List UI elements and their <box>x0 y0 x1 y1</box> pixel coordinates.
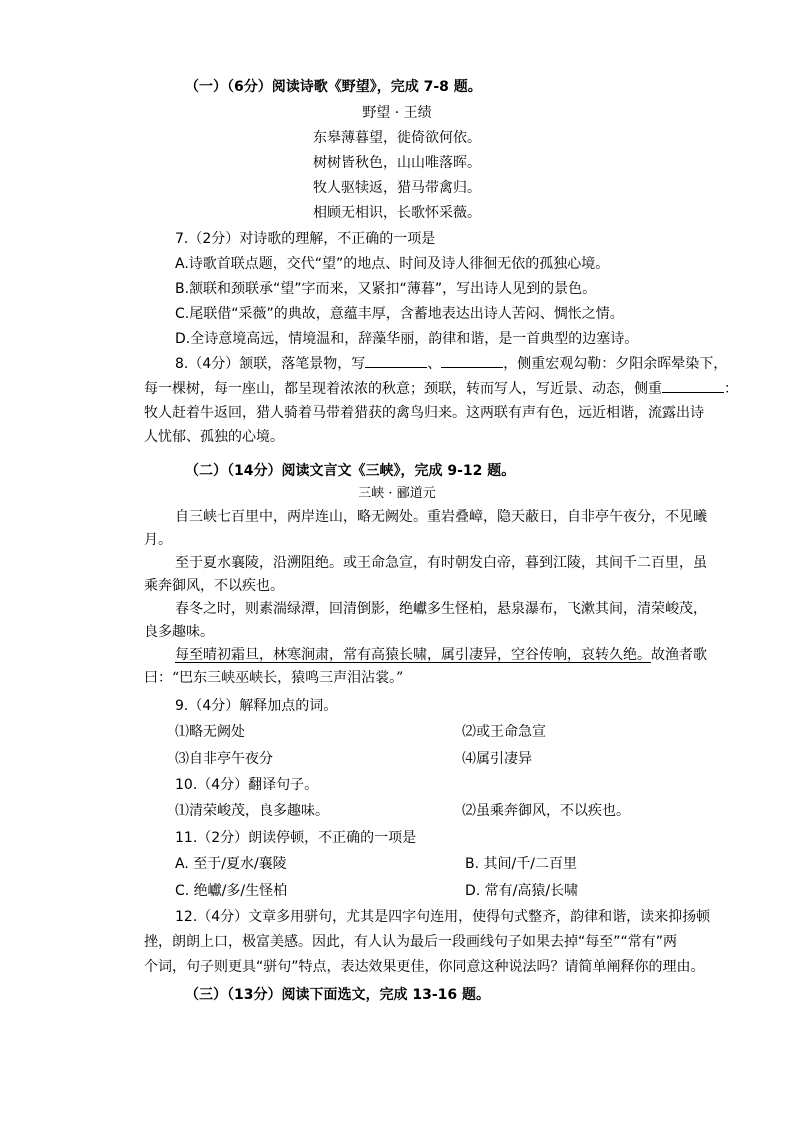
prose-p4-rest: 故渔者歌 <box>651 647 707 663</box>
q7-option-c: C.尾联借“采薇”的典故，意蕴丰厚，含蓄地表达出诗人苦闷、惆怅之情。 <box>175 306 624 322</box>
prose-p1-line-1: 自三峡七百里中，两岸连山，略无阙处。重岩叠嶂，隐天蔽日，自非亭午夜分，不见曦 <box>175 509 707 525</box>
section1-heading: （一）（6分）阅读诗歌《野望》，完成 7-8 题。 <box>185 79 482 95</box>
question-10: 10.（4分）翻译句子。 <box>175 777 319 793</box>
q9-items-row-1 <box>175 722 735 742</box>
prose-p2-line-2: 乘奔御风，不以疾也。 <box>144 578 284 594</box>
poem-line-1: 东皋薄暮望，徙倚欲何依。 <box>313 130 481 146</box>
question-8-line-4: 人忧郁、孤独的心境。 <box>144 429 284 445</box>
q7-option-d: D.全诗意境高远，情境温和，辞藻华丽，韵律和谐，是一首典型的边塞诗。 <box>175 331 639 347</box>
q10-items <box>175 801 735 821</box>
q11-options-row-2 <box>175 881 755 901</box>
q9-item-4: ⑷属引凄异 <box>462 751 532 767</box>
question-12-line-1: 12.（4分）文章多用骈句，尤其是四字句连用，使得句式整齐，韵律和谐，读来抑扬顿 <box>175 909 711 925</box>
section2-heading: （二）（14分）阅读文言文《三峡》，完成 9-12 题。 <box>185 463 516 479</box>
q11-options-row-1 <box>175 854 755 874</box>
q8-l2-colon: ： <box>724 381 738 397</box>
prose-p3-line-2: 良多趣味。 <box>144 624 214 640</box>
question-9: 9.（4分）解释加点的词。 <box>175 698 338 714</box>
q7-option-a: A.诗歌首联点题，交代“望”的地点、时间及诗人徘徊无依的孤独心境。 <box>175 256 610 272</box>
q9-items-row-2 <box>175 749 735 769</box>
q11-option-a: A. 至于/夏水/襄陵 <box>175 856 287 872</box>
poem-title: 野望 · 王绩 <box>362 105 432 121</box>
q7-option-b: B.颔联和颈联承“望”字而来，又紧扣“薄暮”，写出诗人见到的景色。 <box>175 281 597 297</box>
prose-p4-line-2: 曰：“巴东三峡巫峡长，猿鸣三声泪沾裳。” <box>144 670 404 686</box>
q11-option-c: C. 绝巘/多/生怪柏 <box>175 883 288 899</box>
prose-p3-line-1: 春冬之时，则素湍绿潭，回清倒影，绝巘多生怪柏，悬泉瀑布，飞漱其间，清荣峻茂， <box>175 601 707 617</box>
q8-sep: 、 <box>427 356 442 372</box>
question-12-line-2: 挫，朗朗上口，极富美感。因此，有人认为最后一段画线句子如果去掉“每至”“常有”两 <box>144 934 678 950</box>
section3-heading: （三）（13分）阅读下面选文，完成 13-16 题。 <box>185 987 491 1003</box>
underlined-sentence: 每至晴初霜旦，林寒涧肃，常有高猿长啸，属引凄异，空谷传响，哀转久绝。 <box>175 647 651 663</box>
poem-line-3: 牧人驱犊返，猎马带禽归。 <box>313 180 481 196</box>
q8-l2-text: 每一棵树，每一座山，都呈现着浓浓的秋意；颈联，转而写人，写近景、动态，侧重 <box>144 381 662 397</box>
q8-blank-2[interactable] <box>441 353 503 368</box>
prose-p2-line-1: 至于夏水襄陵，沿溯阻绝。或王命急宣，有时朝发白帝，暮到江陵，其间千二百里，虽 <box>175 555 707 571</box>
q9-item-1: ⑴略无阙处 <box>175 724 245 740</box>
poem-line-4: 相顾无相识，长歌怀采薇。 <box>313 205 481 221</box>
q10-item-1: ⑴清荣峻茂，良多趣味。 <box>175 803 329 819</box>
prose-title: 三峡 · 郦道元 <box>358 486 436 501</box>
q9-item-2: ⑵或王命急宣 <box>462 724 546 740</box>
question-11: 11.（2分）朗读停顿，不正确的一项是 <box>175 830 417 846</box>
question-8-line-2 <box>144 378 738 399</box>
prose-p1-line-2: 月。 <box>144 532 172 548</box>
q8-blank-3[interactable] <box>662 378 724 393</box>
question-8-line-1 <box>175 353 727 374</box>
q10-item-2: ⑵虽乘奔御风，不以疾也。 <box>462 803 630 819</box>
poem-line-2: 树树皆秋色，山山唯落晖。 <box>313 155 481 171</box>
q11-option-b: B. 其间/千/二百里 <box>465 856 577 872</box>
q8-text-a: 8.（4分）颔联，落笔景物，写 <box>175 356 366 372</box>
prose-p4-line-1 <box>175 645 707 665</box>
question-12-line-3: 个词，句子则更具“骈句”特点，表达效果更佳，你同意这种说法吗？请简单阐释你的理由。 <box>144 959 705 975</box>
question-7: 7.（2分）对诗歌的理解，不正确的一项是 <box>175 231 436 247</box>
question-8-line-3: 牧人赶着牛返回，猎人骑着马带着猎获的禽鸟归来。这两联有声有色，远近相谐，流露出诗 <box>144 405 704 421</box>
q11-option-d: D. 常有/高猿/长啸 <box>465 883 579 899</box>
q8-text-b: ，侧重宏观勾勒：夕阳余晖晕染下， <box>503 356 728 372</box>
q9-item-3: ⑶自非亭午夜分 <box>175 751 273 767</box>
q8-blank-1[interactable] <box>365 353 427 368</box>
